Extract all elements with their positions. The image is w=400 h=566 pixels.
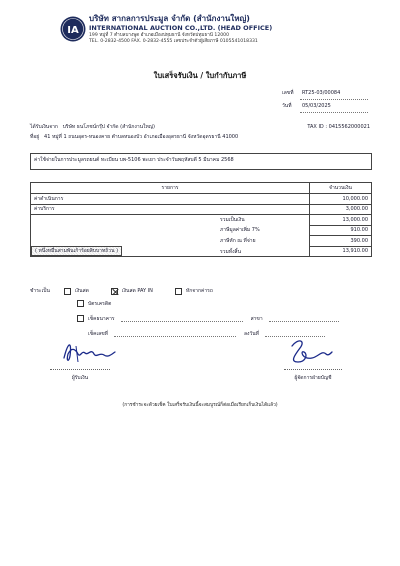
payment-details (77, 296, 370, 341)
company-name-th: บริษัท สากลการประมูล จำกัด (สำนักงานใหญ่) (89, 14, 250, 23)
footer-note: (การชำระจะด้วยเช็ค ใบเสร็จรับเงินนี้จะสมบูรณ์ก็ต่อเมื่อเรียกเก็บเงินได้แล้ว) (122, 403, 278, 408)
checkbox-payin-checked[interactable] (111, 288, 118, 295)
bank-cheque-row (77, 311, 370, 326)
customer-block (30, 122, 370, 142)
payment-methods (30, 286, 370, 296)
receiver-label: ผู้รับเงิน (71, 375, 89, 381)
receiver-sign-line (50, 369, 110, 370)
receiver-signature (58, 336, 118, 366)
company-logo (60, 15, 86, 43)
checkbox-credit-card[interactable] (77, 300, 84, 307)
company-address: 199 หมู่ที่ 7 ตำบลบางพูด อำเภอเมืองปทุมธานี จังหวัดปทุมธานี 12000 (89, 32, 230, 38)
company-header (89, 15, 272, 44)
manager-label: ผู้จัดการฝ่ายบัญชี (294, 375, 332, 381)
received-from-label: ได้รับเงินจาก (30, 124, 58, 130)
customer-address-label: ที่อยู่ (30, 134, 40, 140)
bank-cheque-label: เช็คธนาคาร (88, 315, 115, 322)
document-title: ใบเสร็จรับเงิน / ใบกำกับภาษี (153, 71, 247, 80)
table-row (31, 194, 372, 205)
payment-block (30, 286, 370, 341)
payment-option-payin[interactable] (111, 287, 153, 295)
subtotal-label: รวมเป็นเงิน (220, 217, 245, 223)
doc-number: RT25-03/00084 (300, 87, 368, 100)
tax-id-label: TAX ID : (307, 124, 328, 130)
branch-field[interactable] (269, 316, 339, 322)
doc-number-row (282, 87, 368, 100)
doc-date: 05/03/2025 (300, 100, 368, 113)
bank-field[interactable] (121, 316, 243, 322)
subtotal-amount: 13,000.00 (310, 215, 372, 226)
doc-date-row (282, 100, 368, 113)
received-from-line (30, 122, 370, 132)
manager-signature (282, 336, 334, 368)
cheque-no-field[interactable] (114, 331, 236, 337)
checkbox-bank-cheque[interactable] (77, 315, 84, 322)
checkbox-cash[interactable] (64, 288, 71, 295)
vat-label: ภาษีมูลค่าเพิ่ม 7% (220, 227, 260, 234)
customer-address-line (30, 132, 370, 142)
row-amount: 3,000.00 (310, 204, 372, 215)
checkbox-deduct[interactable] (175, 288, 182, 295)
payment-option-deduct[interactable] (175, 287, 213, 295)
credit-card-label: บัตรเครดิต (88, 300, 112, 307)
doc-date-label: วันที่ (282, 103, 292, 109)
manager-sign-line (284, 369, 342, 370)
option-label: เงินสด (75, 288, 89, 294)
paid-by-label: ชำระเป็น (30, 288, 50, 294)
doc-number-label: เลขที่ (282, 90, 294, 96)
logo-letters: IA (67, 25, 79, 36)
payment-option-cash[interactable] (64, 287, 89, 295)
credit-card-row (77, 296, 370, 311)
withholding-amount: 390.00 (310, 236, 372, 247)
table-header-row (31, 183, 372, 194)
row-item: ค่าดำเนินการ (31, 194, 310, 205)
summary-row (31, 236, 372, 247)
summary-row (31, 215, 372, 226)
tax-id: 0415562000021 (328, 124, 370, 130)
received-from: บริษัท ธนโภชน์กรุ๊ป จำกัด (สำนักงานใหญ่) (62, 124, 156, 130)
document-meta (282, 87, 368, 113)
header-amount: จำนวนเงิน (310, 183, 372, 194)
total-in-words: ( หนึ่งหมื่นสามพันเก้าร้อยสิบบาทถ้วน ) (31, 246, 122, 256)
option-label: หักจากค่ารถ (185, 288, 213, 294)
header-item: รายการ (31, 183, 310, 194)
description-text: ค่าใช้จ่ายในการประมูลรถยนต์ ทะเบียน บพ-5106 พะเยา ประจำวันพฤหัสบดี 5 มีนาคม 2568 (34, 157, 234, 163)
total-amount: 13,910.00 (310, 246, 372, 257)
company-name-en: INTERNATIONAL AUCTION CO.,LTD. (HEAD OFFICE) (89, 23, 273, 32)
vat-amount: 910.00 (310, 225, 372, 236)
total-label: รวมทั้งสิ้น (220, 249, 241, 255)
cheque-no-label: เช็คเลขที่ (88, 330, 108, 337)
summary-row (31, 225, 372, 236)
company-contact: TEL. 0-2832-4500 FAX. 0-2832-4555 เลขประจำตัวผู้เสียภาษี 0105541018331 (89, 38, 258, 44)
option-label: เงินสด PAY IN (121, 288, 153, 294)
total-row (31, 246, 372, 257)
row-item: ค่าบริการ (31, 204, 310, 215)
items-table (30, 182, 372, 257)
customer-address: 41 หมู่ที่ 1 ถนนอุดร-หนองคาย ตำบลหนองบัว อำเภอเมืองอุดรธานี จังหวัดอุดรธานี 41000 (44, 134, 239, 140)
branch-label: สาขา (250, 315, 263, 322)
withholding-label: ภาษีหัก ณ ที่จ่าย (220, 237, 256, 244)
cheque-date-label: ลงวันที่ (243, 330, 259, 337)
row-amount: 10,000.00 (310, 194, 372, 205)
description-box (30, 153, 372, 170)
table-row (31, 204, 372, 215)
